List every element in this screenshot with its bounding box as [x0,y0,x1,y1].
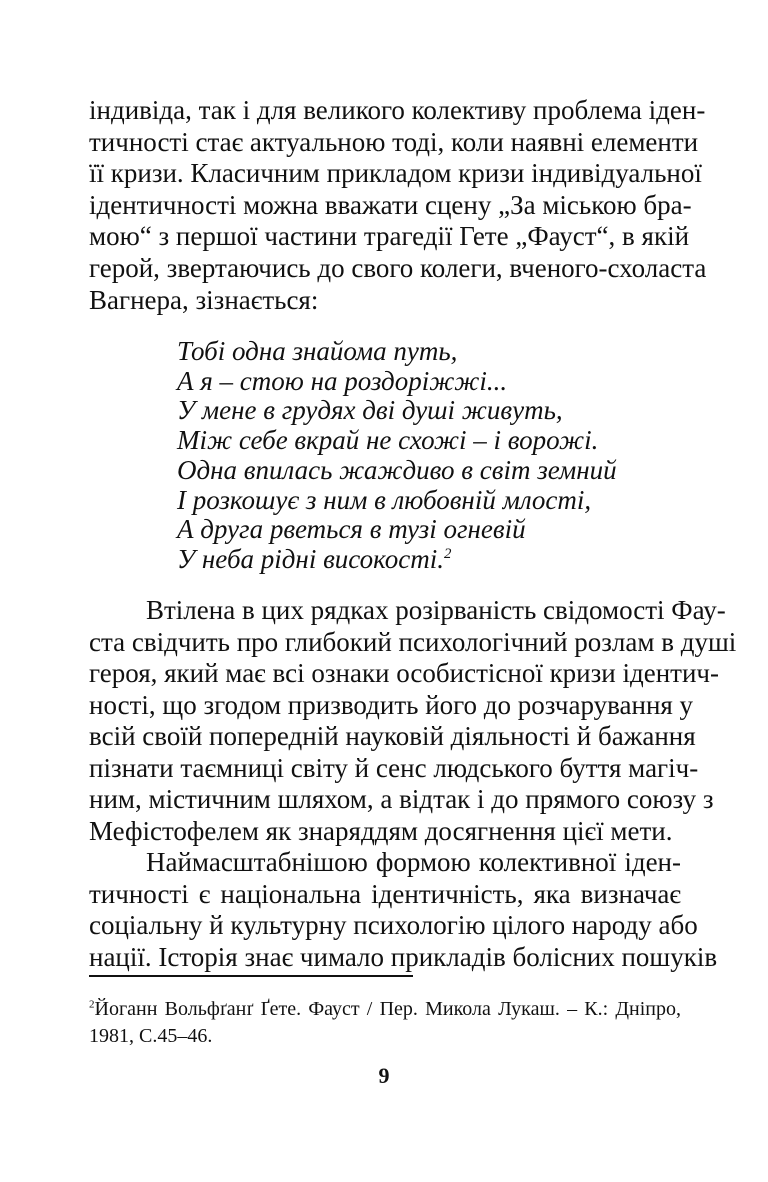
paragraph-2-line-4: ності, що згодом призводить його до розчарування у [89,690,694,720]
page-number: 9 [378,1063,390,1088]
footnote-text: Йоганн Вольфґанґ Ґете. Фауст / Пер. Микола Лукаш. – К.: Дніпро, [94,998,681,1020]
paragraph-1-line-7: Вагнера, зізнається: [89,285,319,315]
verse-line-3: У мене в грудях дві душі живуть, [177,395,563,425]
paragraph-2-line-3: героя, який має всі ознаки особистісної кризи ідентич- [89,658,719,688]
paragraph-3-line-1: Наймасштабнішою формою колективної іден- [146,847,681,877]
verse-line-6: І розкошує з ним в любовній млості, [177,485,592,515]
verse-line-8 [177,543,451,575]
verse-line-1: Тобі одна знайома путь, [177,336,458,366]
verse-line-2: А я – стою на роздоріжжі... [177,366,508,396]
paragraph-1-line-3: її кризи. Класичним прикладом кризи індивідуальної [89,158,702,188]
footnote-line-2: 1981, С.45–46. [89,1025,213,1047]
footnote-marker: 2 [89,998,95,1011]
verse-line-8-text: У неба рідні високості. [177,544,444,574]
verse-line-7: А друга рветься в тузі огневій [177,514,526,544]
paragraph-1-line-2: тичності стає актуальною тоді, коли наявні елементи [89,127,699,157]
paragraph-1-line-1: індивіда, так і для великого колективу проблема іден- [89,95,706,125]
verse-line-5: Одна впилась жаждиво в світ земний [177,455,617,485]
paragraph-2-line-5: всій своїй попередній науковій діяльності й бажання [89,721,696,751]
footnote-reference[interactable]: 2 [443,546,452,562]
verse-line-4: Між себе вкрай не схожі – і ворожі. [177,425,599,455]
paragraph-2-line-6: пізнати таємниці світу й сенс людського буття магіч- [89,753,699,783]
paragraph-1-line-5: мою“ з першої частини трагедії Гете „Фауст“, в якій [89,221,690,251]
paragraph-3-line-2: тичності є національна ідентичність, яка визначає [89,879,681,909]
paragraph-2-line-1: Втілена в цих рядках розірваність свідомості Фау- [146,595,726,625]
paragraph-2-line-8: Мефістофелем як знаряддям досягнення цієї мети. [89,816,673,846]
paragraph-1-line-6: герой, звертаючись до свого колеги, вченого-схоласта [89,253,707,283]
paragraph-3-line-4: нації. Історія знає чимало прикладів болісних пошуків [89,942,718,972]
paragraph-2-line-7: ним, містичним шляхом, а відтак і до прямого союзу з [89,784,714,814]
footnote-line-1 [89,996,681,1022]
footnote-separator [89,975,413,977]
paragraph-2-line-2: ста свідчить про глибокий психологічний розлам в душі [89,627,737,657]
paragraph-1-line-4: ідентичності можна вважати сцену „За міською бра- [89,190,692,220]
paragraph-3-line-3: соціальну й культурну психологію цілого народу або [89,910,698,940]
